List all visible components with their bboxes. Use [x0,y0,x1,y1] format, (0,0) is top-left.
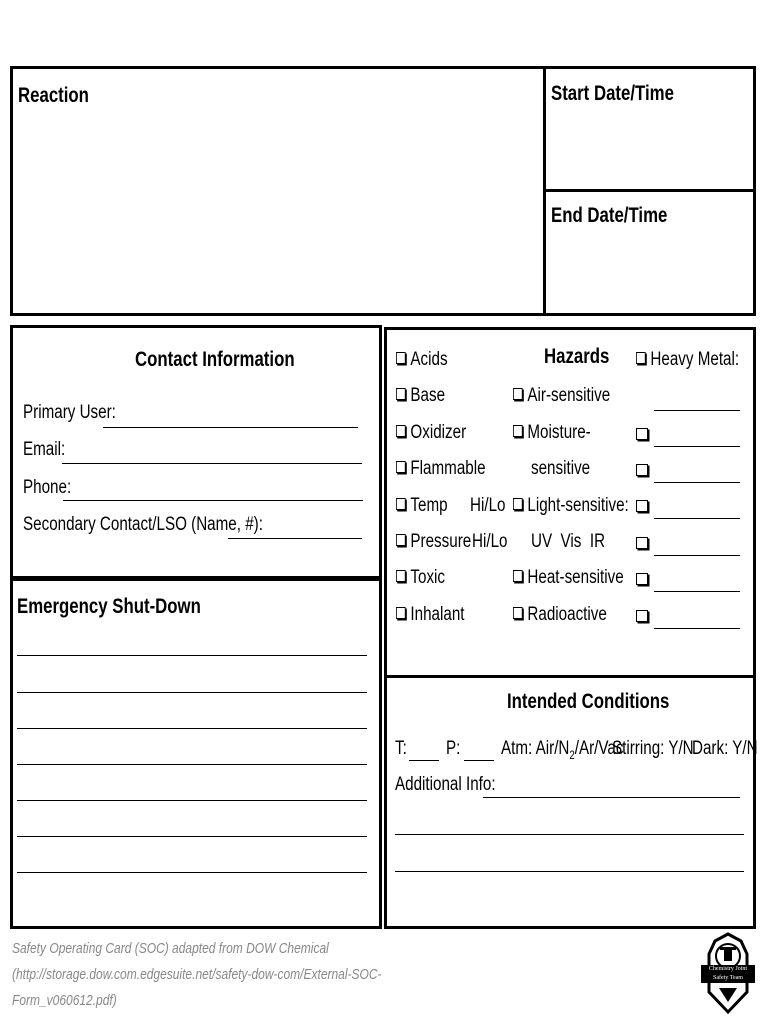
additional-info-field[interactable] [483,797,740,798]
temp-hilo: Hi/Lo [470,495,506,516]
light-options: UV Vis IR [531,531,606,552]
hazard-label: Light-sensitive: [527,495,629,516]
additional-info-label: Additional Info: [395,774,496,795]
footer-note [12,936,382,1014]
air-sensitive-checkbox[interactable] [513,388,523,400]
hazard-label: Air-sensitive [527,385,611,406]
temperature-label: T: [395,738,407,759]
start-end-divider [543,189,756,192]
emergency-line[interactable] [17,764,367,765]
hazard-label: Temp [410,495,448,516]
toxic-checkbox[interactable] [396,570,406,582]
other-hazard-field[interactable] [654,555,740,556]
acids-checkbox[interactable] [396,352,406,364]
other-hazard-checkbox[interactable] [636,464,648,476]
hazard-label: Oxidizer [410,422,467,443]
temp-checkbox[interactable] [396,498,406,510]
heat-sensitive-checkbox[interactable] [513,570,523,582]
secondary-contact-field[interactable] [228,538,362,539]
emergency-line[interactable] [17,728,367,729]
hazard-label: Acids [410,349,448,370]
pressure-checkbox[interactable] [396,534,406,546]
phone-field[interactable] [63,500,363,501]
heavy-metal-field[interactable] [654,410,740,411]
other-hazard-field[interactable] [654,482,740,483]
additional-info-line[interactable] [395,834,744,835]
emergency-line[interactable] [17,800,367,801]
footer-line: Safety Operating Card (SOC) adapted from DOW Chemical [12,940,329,957]
flammable-checkbox[interactable] [396,461,406,473]
primary-user-label: Primary User: [23,402,116,423]
primary-user-field[interactable] [103,427,358,428]
atmosphere-label: Atm: Air/$N_2/Ar$/Vac [501,738,624,762]
other-hazard-field[interactable] [654,628,740,629]
radioactive-checkbox[interactable] [513,607,523,619]
emergency-line[interactable] [17,655,367,656]
secondary-contact-label: Secondary Contact/LSO (Name, #): [23,514,263,535]
inhalant-checkbox[interactable] [396,607,406,619]
footer-line: Form_v060612.pdf) [12,992,117,1009]
hazard-label: Base [410,385,446,406]
other-hazard-field[interactable] [654,446,740,447]
hazards-title: Hazards [544,345,610,368]
base-checkbox[interactable] [396,388,406,400]
heavy-metal-label: Heavy Metal: [650,349,740,370]
contact-title: Contact Information [135,348,295,371]
email-field[interactable] [62,463,362,464]
email-label: Email: [23,439,66,460]
stirring-label: Stirring: Y/N [612,738,694,759]
reaction-label: Reaction [18,84,89,107]
hazard-label: Flammable [410,458,486,479]
light-sensitive-checkbox[interactable] [513,498,523,510]
hazard-label: Moisture- [527,422,591,443]
logo-text: Safety Team [713,975,743,981]
oxidizer-checkbox[interactable] [396,425,406,437]
dark-label: Dark: Y/N [692,738,758,759]
emergency-box [10,578,382,929]
chemistry-safety-logo [697,932,759,1016]
moisture-sensitive-checkbox[interactable] [513,425,523,437]
pressure-hilo: Hi/Lo [472,531,508,552]
hazard-label: Pressure [410,531,472,552]
other-hazard-field[interactable] [654,591,740,592]
conditions-title: Intended Conditions [507,690,670,713]
emergency-title: Emergency Shut-Down [17,595,201,618]
hazard-label: Radioactive [527,604,607,625]
other-hazard-checkbox[interactable] [636,537,648,549]
temperature-field[interactable] [409,760,439,761]
hazard-label: Heat-sensitive [527,567,624,588]
hazard-label: Toxic [410,567,446,588]
emergency-line[interactable] [17,872,367,873]
additional-info-line[interactable] [395,871,744,872]
end-date-label: End Date/Time [551,204,668,227]
hazard-label: sensitive [531,458,591,479]
pressure-field[interactable] [464,760,494,761]
other-hazard-checkbox[interactable] [636,428,648,440]
other-hazard-checkbox[interactable] [636,610,648,622]
other-hazard-checkbox[interactable] [636,500,648,512]
emergency-line[interactable] [17,836,367,837]
pressure-label: P: [446,738,461,759]
footer-line: (http://storage.dow.com.edgesuite.net/safety-dow-com/External-SOC- [12,966,382,983]
logo-text: Chemistry Joint [708,966,748,972]
emergency-line[interactable] [17,692,367,693]
heavy-metal-checkbox[interactable] [636,352,646,364]
phone-label: Phone: [23,477,72,498]
other-hazard-field[interactable] [654,518,740,519]
start-date-label: Start Date/Time [551,82,674,105]
other-hazard-checkbox[interactable] [636,573,648,585]
hazard-label: Inhalant [410,604,465,625]
